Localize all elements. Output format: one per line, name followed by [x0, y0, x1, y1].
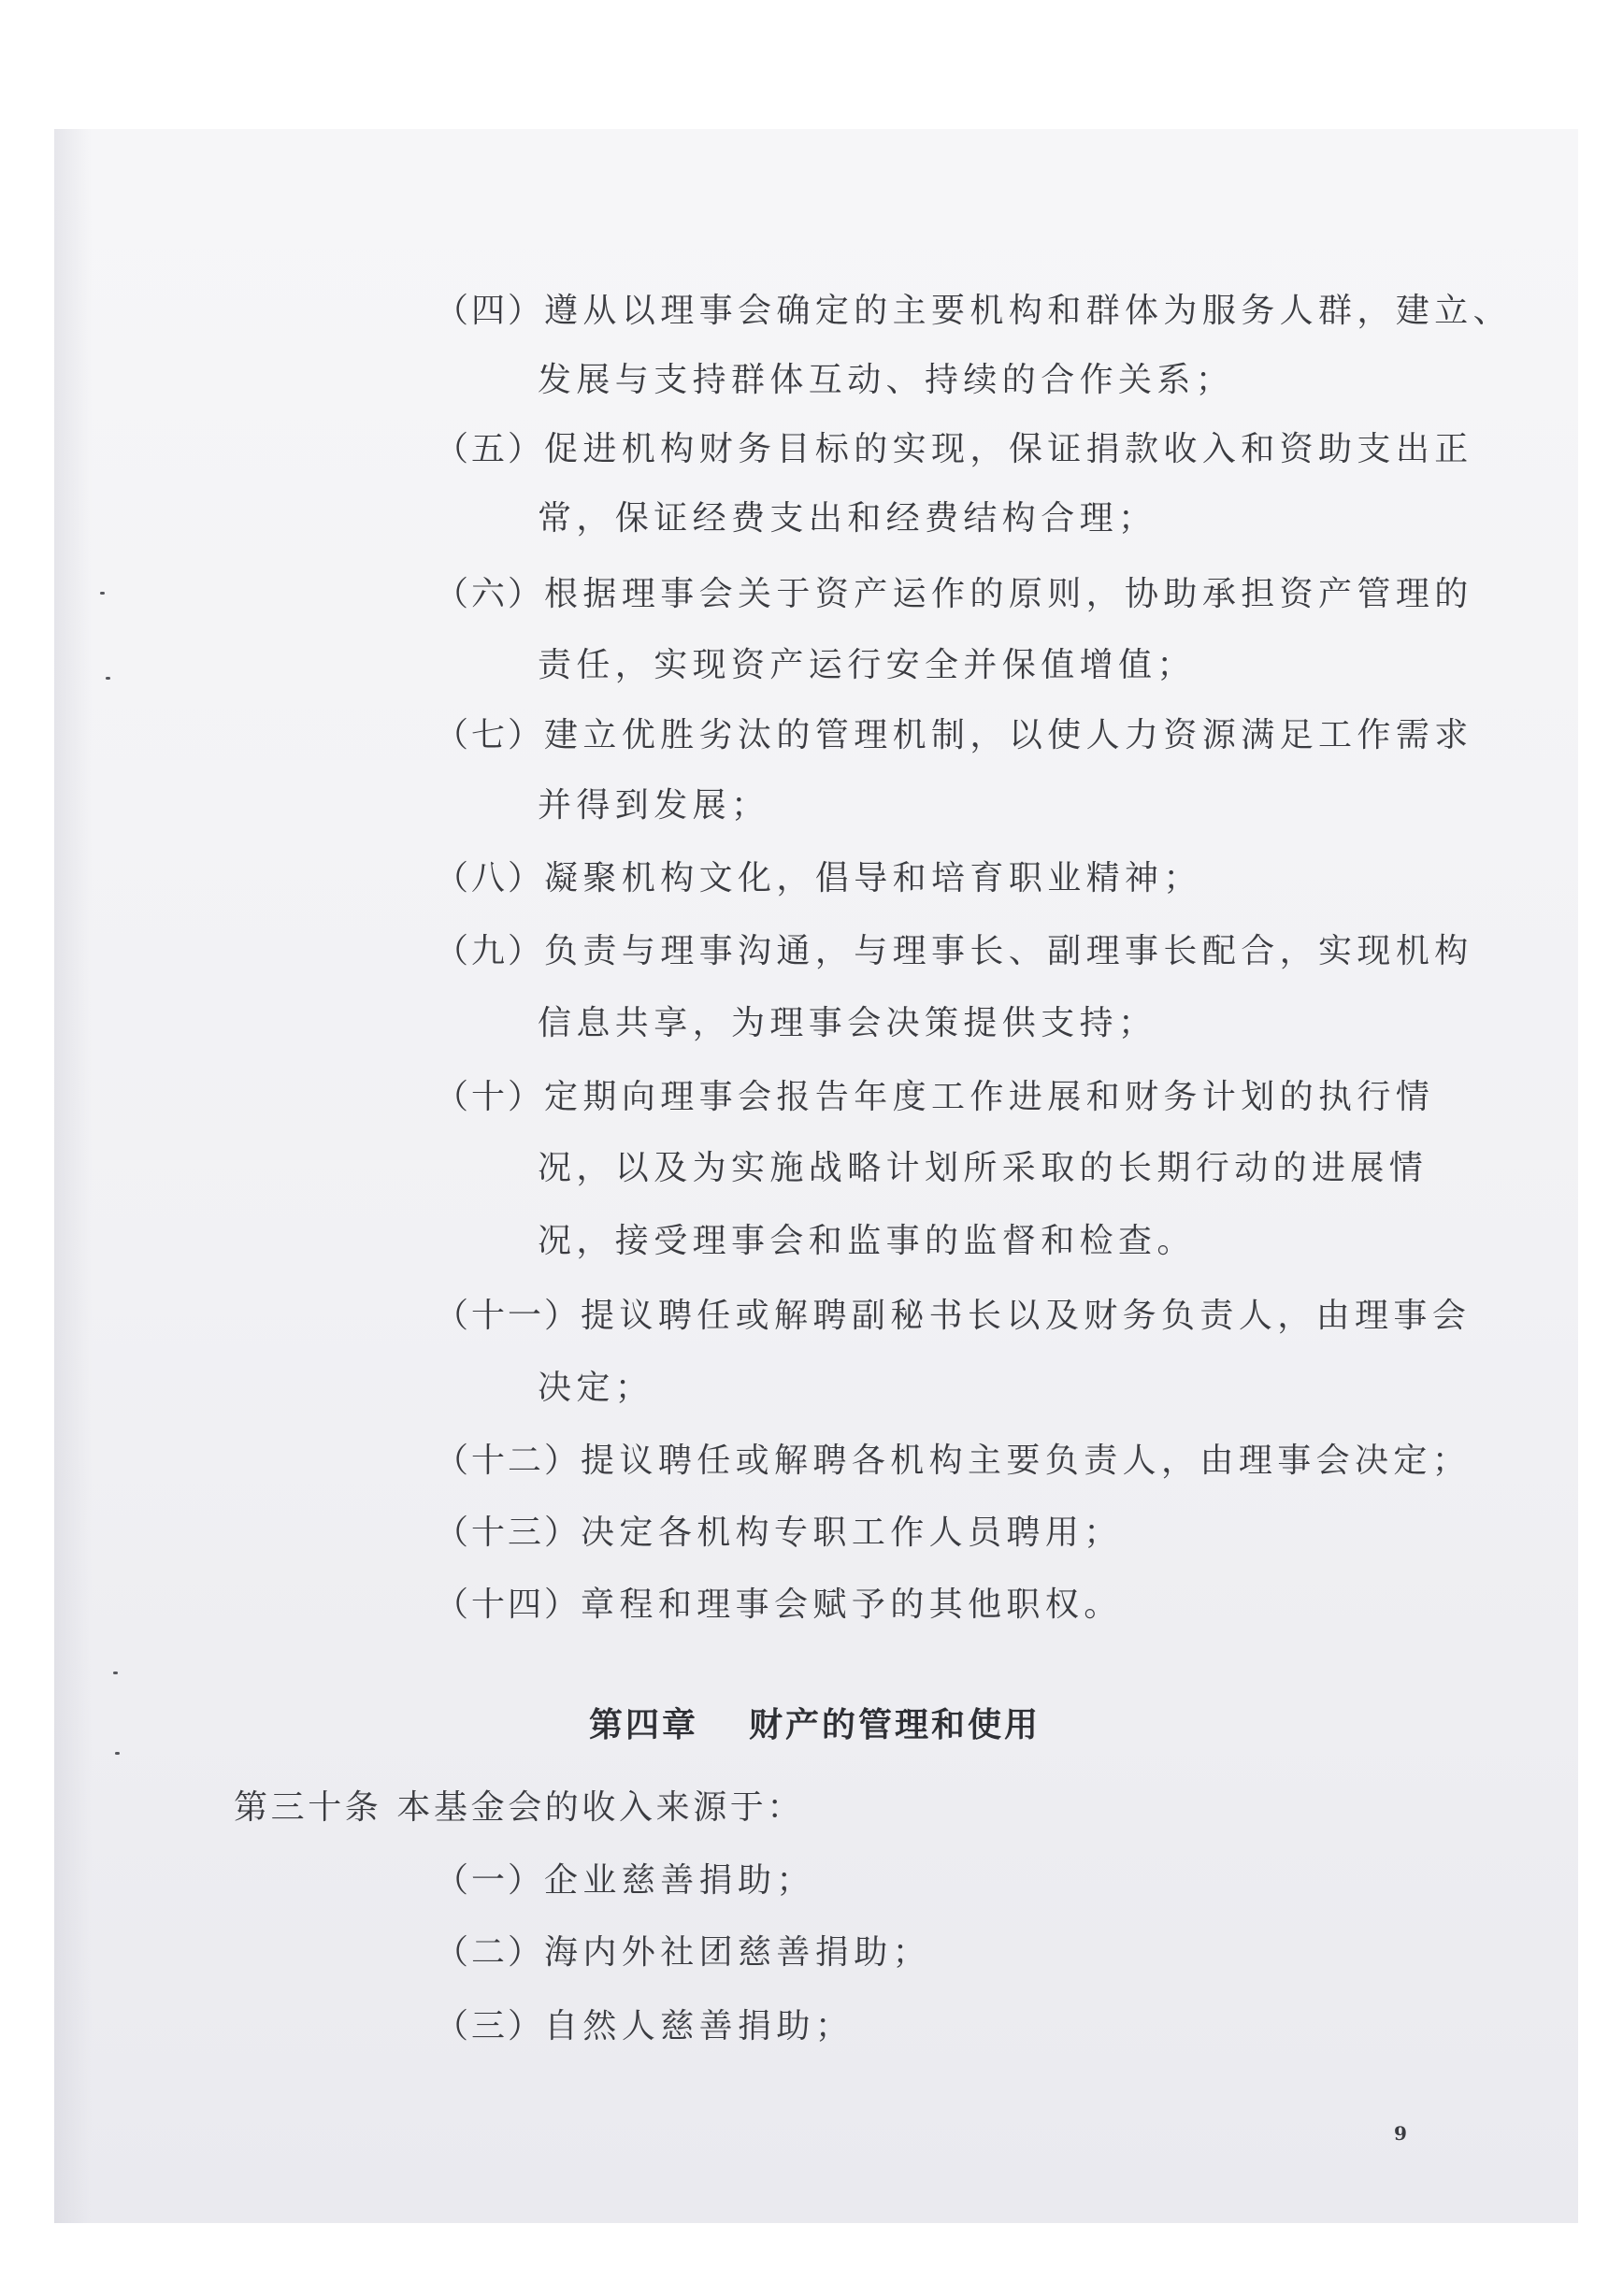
chapter-title: 财产的管理和使用	[749, 1705, 1041, 1744]
duty-number: （十一）	[435, 1297, 582, 1335]
duty-text: 况，以及为实施战略计划所采取的长期行动的进展情	[538, 1149, 1429, 1187]
income-text: 自然人慈善捐助；	[544, 2007, 855, 2045]
duty-item-continuation	[538, 1371, 654, 1405]
duty-number: （九）	[435, 932, 545, 970]
page-number: 9	[1394, 2122, 1407, 2145]
duty-text: 发展与支持群体互动、持续的合作关系；	[538, 361, 1235, 399]
scan-speck	[113, 1672, 118, 1674]
duty-text: 负责与理事沟通，与理事长、副理事长配合，实现机构	[544, 932, 1473, 970]
duty-text: 提议聘任或解聘各机构主要负责人，由理事会决定；	[581, 1442, 1472, 1480]
income-source-item	[435, 1933, 932, 1972]
duty-number: （十二）	[435, 1442, 582, 1480]
scan-speck	[115, 1752, 120, 1755]
article-heading	[234, 1788, 805, 1827]
duty-text: 常，保证经费支出和经费结构合理；	[538, 499, 1157, 538]
article-text: 本基金会的收入来源于：	[396, 1788, 805, 1827]
income-number: （二）	[435, 1933, 545, 1972]
duty-item-continuation	[538, 499, 1157, 538]
duty-text: 凝聚机构文化，倡导和培育职业精神；	[544, 859, 1202, 897]
duty-text: 决定；	[538, 1369, 654, 1407]
duty-text: 信息共享，为理事会决策提供支持；	[538, 1004, 1157, 1042]
duty-item	[435, 859, 1202, 897]
duty-text: 况，接受理事会和监事的监督和检查。	[538, 1222, 1196, 1260]
income-source-item	[435, 2007, 855, 2045]
income-source-item	[435, 1861, 815, 1900]
article-label: 第三十条	[234, 1788, 382, 1827]
duty-text: 决定各机构专职工作人员聘用；	[581, 1514, 1123, 1552]
duty-text: 促进机构财务目标的实现，保证捐款收入和资助支出正	[544, 430, 1473, 468]
scan-speck	[106, 677, 110, 680]
scan-speck	[100, 592, 105, 595]
chapter-number: 第四章	[589, 1705, 699, 1744]
duty-item	[435, 1299, 1471, 1333]
income-number: （三）	[435, 2007, 545, 2045]
duty-number: （七）	[435, 716, 545, 754]
duty-text: 根据理事会关于资产运作的原则，协助承担资产管理的	[544, 575, 1473, 613]
duty-item	[435, 1588, 1123, 1622]
duty-number: （四）	[435, 292, 545, 330]
income-number: （一）	[435, 1861, 545, 1900]
duty-text: 章程和理事会赋予的其他职权。	[581, 1586, 1123, 1624]
duty-text: 并得到发展；	[538, 786, 770, 825]
duty-item	[435, 1078, 1435, 1116]
duty-item	[435, 716, 1473, 754]
page-edge-shadow	[54, 129, 92, 2223]
duty-item-continuation	[538, 1004, 1157, 1042]
duty-item-continuation	[538, 646, 1196, 684]
income-text: 企业慈善捐助；	[544, 1861, 815, 1900]
duty-item-continuation	[538, 786, 770, 825]
duty-item	[435, 294, 1512, 328]
duty-item	[435, 1444, 1471, 1478]
duty-item	[435, 1516, 1123, 1550]
duty-text: 建立优胜劣汰的管理机制，以使人力资源满足工作需求	[544, 716, 1473, 754]
chapter-heading	[589, 1699, 1041, 1746]
duty-number: （五）	[435, 430, 545, 468]
duty-number: （十三）	[435, 1514, 582, 1552]
duty-item	[435, 430, 1473, 468]
duty-item-continuation	[538, 1149, 1429, 1187]
income-text: 海内外社团慈善捐助；	[544, 1933, 932, 1972]
duty-item	[435, 932, 1473, 970]
duty-item-continuation	[538, 1222, 1196, 1260]
duty-text: 定期向理事会报告年度工作进展和财务计划的执行情	[544, 1078, 1435, 1116]
duty-item	[435, 575, 1473, 613]
duty-number: （十四）	[435, 1586, 582, 1624]
duty-item-continuation	[538, 361, 1235, 399]
duty-text: 提议聘任或解聘副秘书长以及财务负责人，由理事会	[581, 1297, 1472, 1335]
duty-text: 遵从以理事会确定的主要机构和群体为服务人群，建立、	[544, 292, 1513, 330]
duty-number: （六）	[435, 575, 545, 613]
duty-text: 责任，实现资产运行安全并保值增值；	[538, 646, 1196, 684]
duty-number: （十）	[435, 1078, 545, 1116]
duty-number: （八）	[435, 859, 545, 897]
